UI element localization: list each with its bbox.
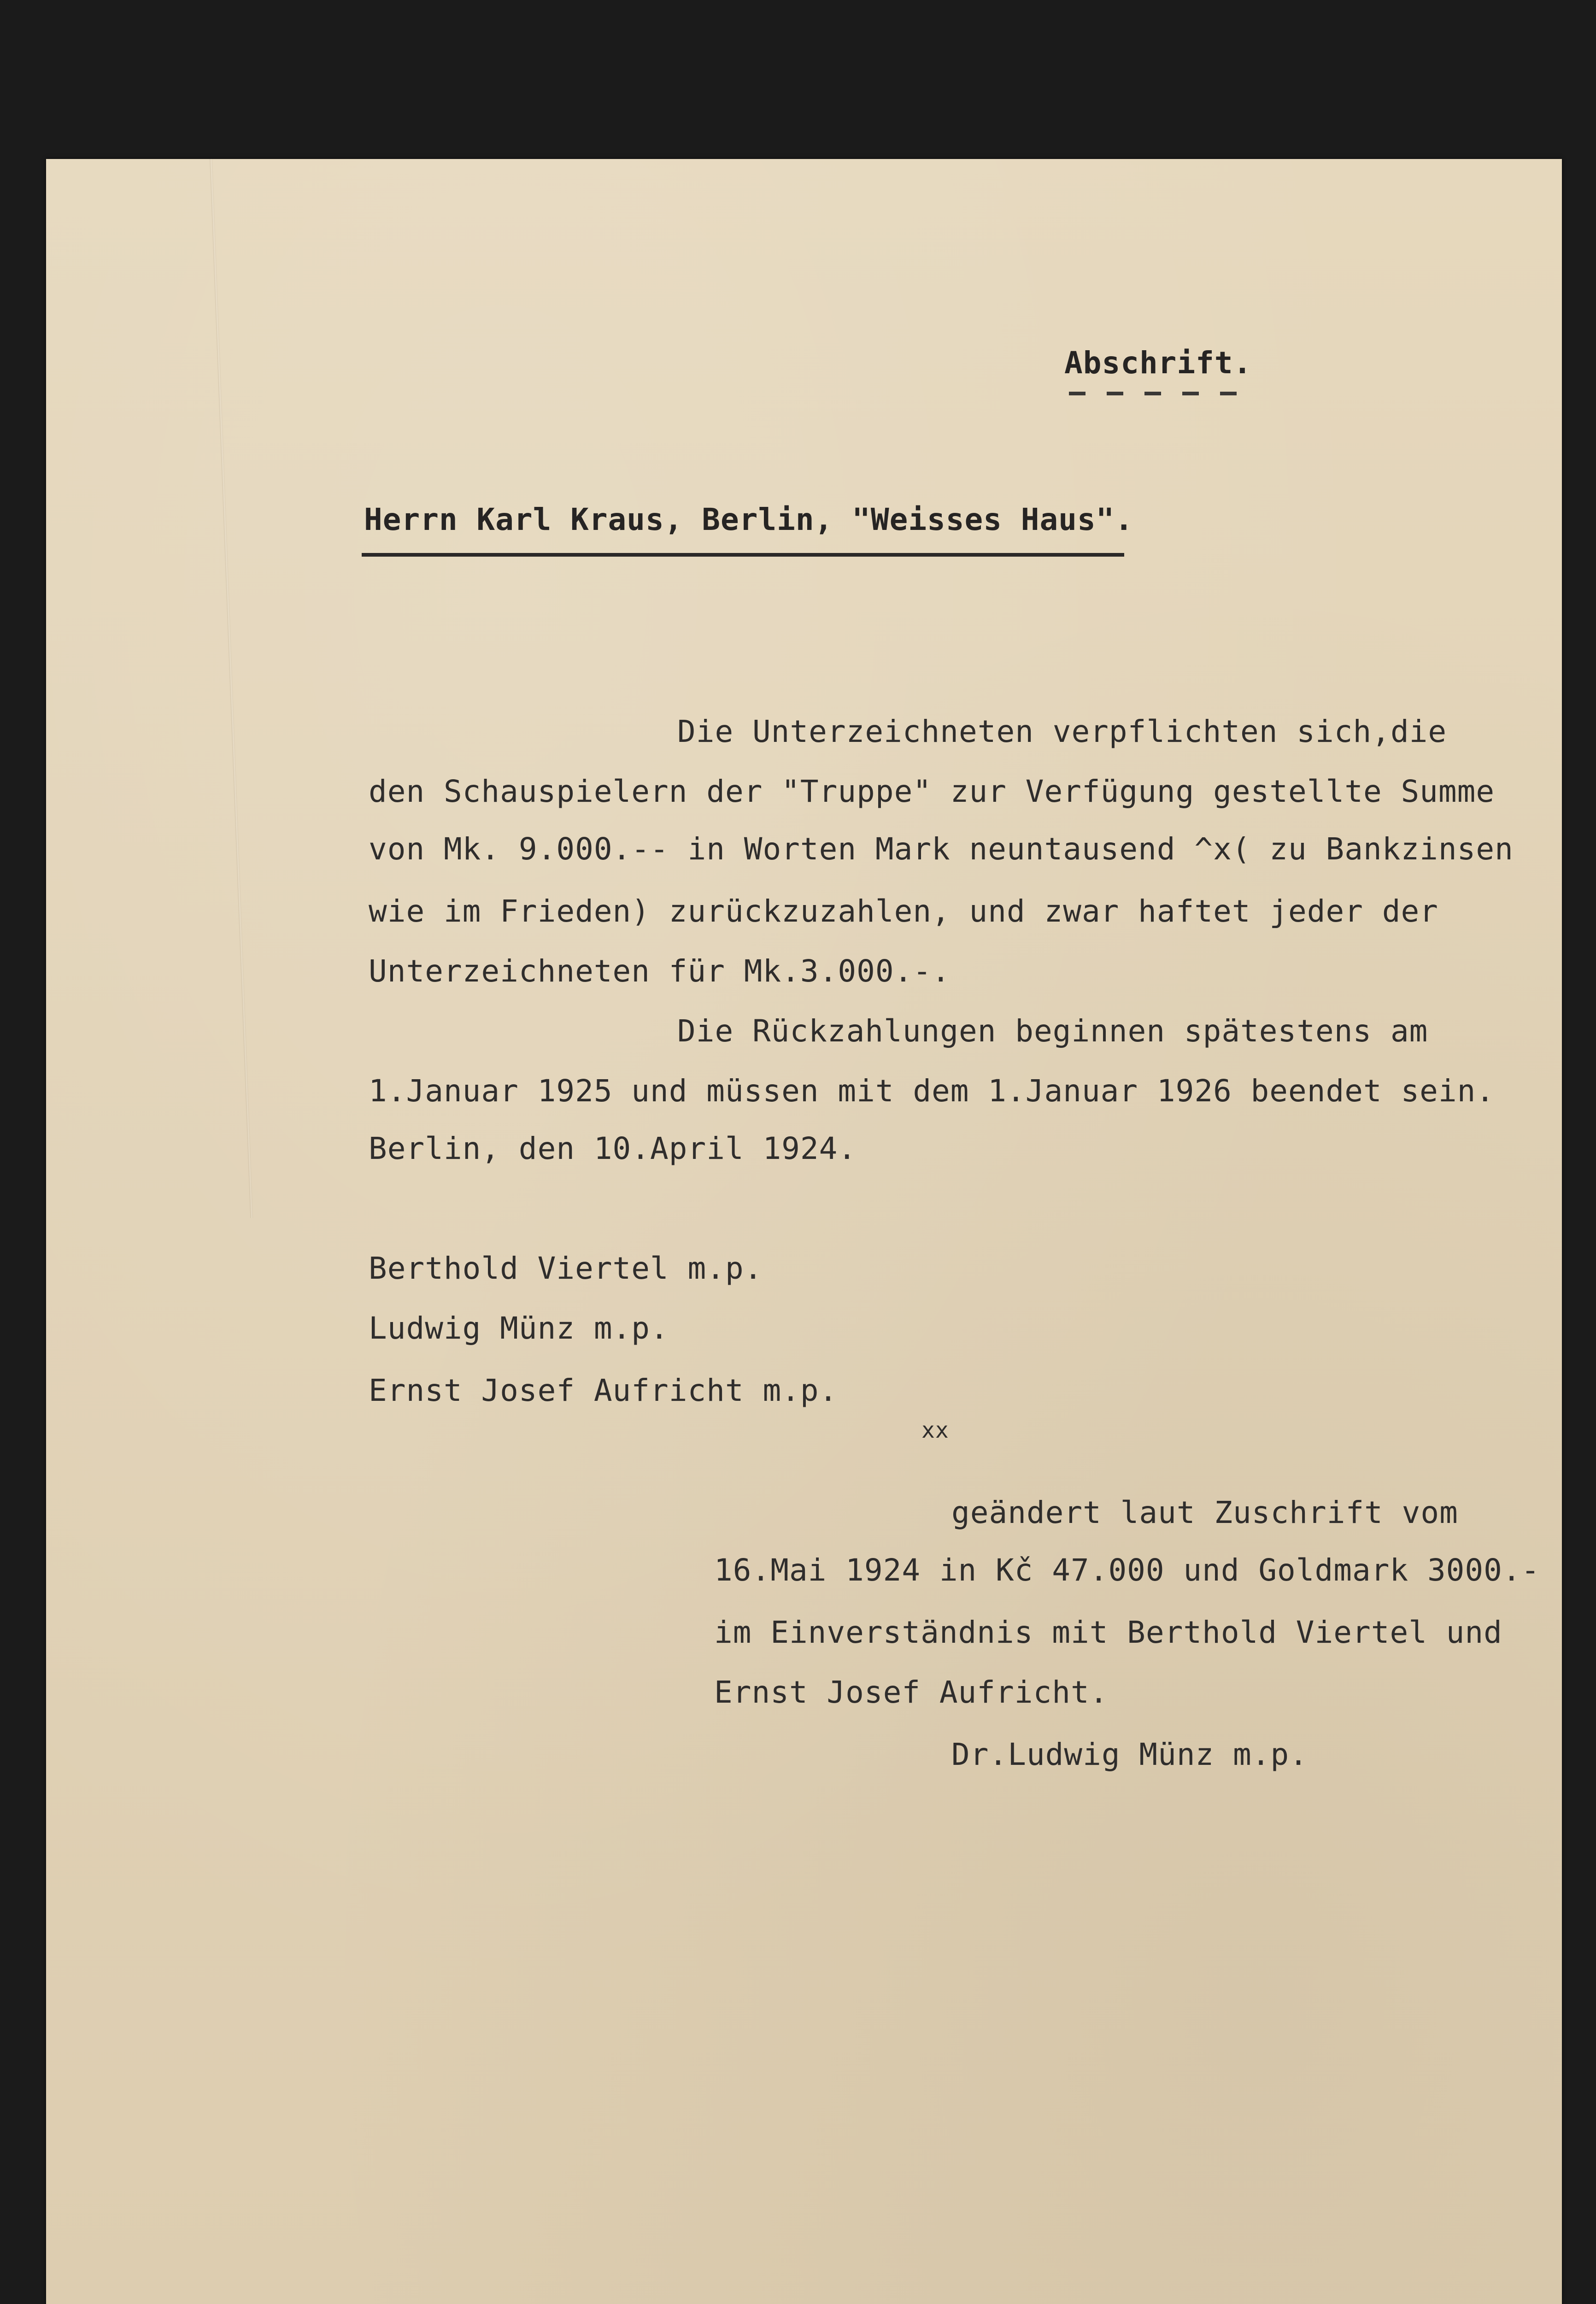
typed-document-sheet xyxy=(46,159,1562,2304)
body-line-8: Berlin, den 10.April 1924. xyxy=(369,1131,857,1166)
footnote-marker: xx xyxy=(921,1417,949,1443)
amendment-line-4: Ernst Josef Aufricht. xyxy=(714,1675,1109,1710)
document-header-label: Abschrift. xyxy=(1064,345,1252,381)
addressee-line: Herrn Karl Kraus, Berlin, "Weisses Haus". xyxy=(364,502,1134,537)
signature-ludwig-muenz: Ludwig Münz m.p. xyxy=(369,1311,669,1346)
amendment-line-3: im Einverständnis mit Berthold Viertel und xyxy=(714,1615,1502,1650)
body-line-6: Die Rückzahlungen beginnen spätestens am xyxy=(677,1013,1428,1049)
signature-berthold-viertel: Berthold Viertel m.p. xyxy=(369,1251,763,1286)
body-line-1: Die Unterzeichneten verpflichten sich,die xyxy=(677,714,1447,749)
amendment-signature: Dr.Ludwig Münz m.p. xyxy=(951,1737,1308,1772)
amendment-line-1: geändert laut Zuschrift vom xyxy=(951,1495,1458,1530)
amendment-line-2: 16.Mai 1924 in Kč 47.000 und Goldmark 3000.- xyxy=(714,1552,1540,1588)
body-line-4: wie im Frieden) zurückzuzahlen, und zwar haftet jeder der xyxy=(369,893,1438,929)
body-line-5: Unterzeichneten für Mk.3.000.-. xyxy=(369,953,951,989)
addressee-underline xyxy=(362,553,1124,557)
header-dashed-rule xyxy=(1069,392,1244,395)
body-line-3: von Mk. 9.000.-- in Worten Mark neuntausend ^x( zu Bankzinsen xyxy=(369,831,1514,867)
body-line-2: den Schauspielern der "Truppe" zur Verfügung gestellte Summe xyxy=(369,774,1495,809)
signature-ernst-josef-aufricht: Ernst Josef Aufricht m.p. xyxy=(369,1373,838,1408)
body-line-7: 1.Januar 1925 und müssen mit dem 1.Januar 1926 beendet sein. xyxy=(369,1073,1495,1109)
